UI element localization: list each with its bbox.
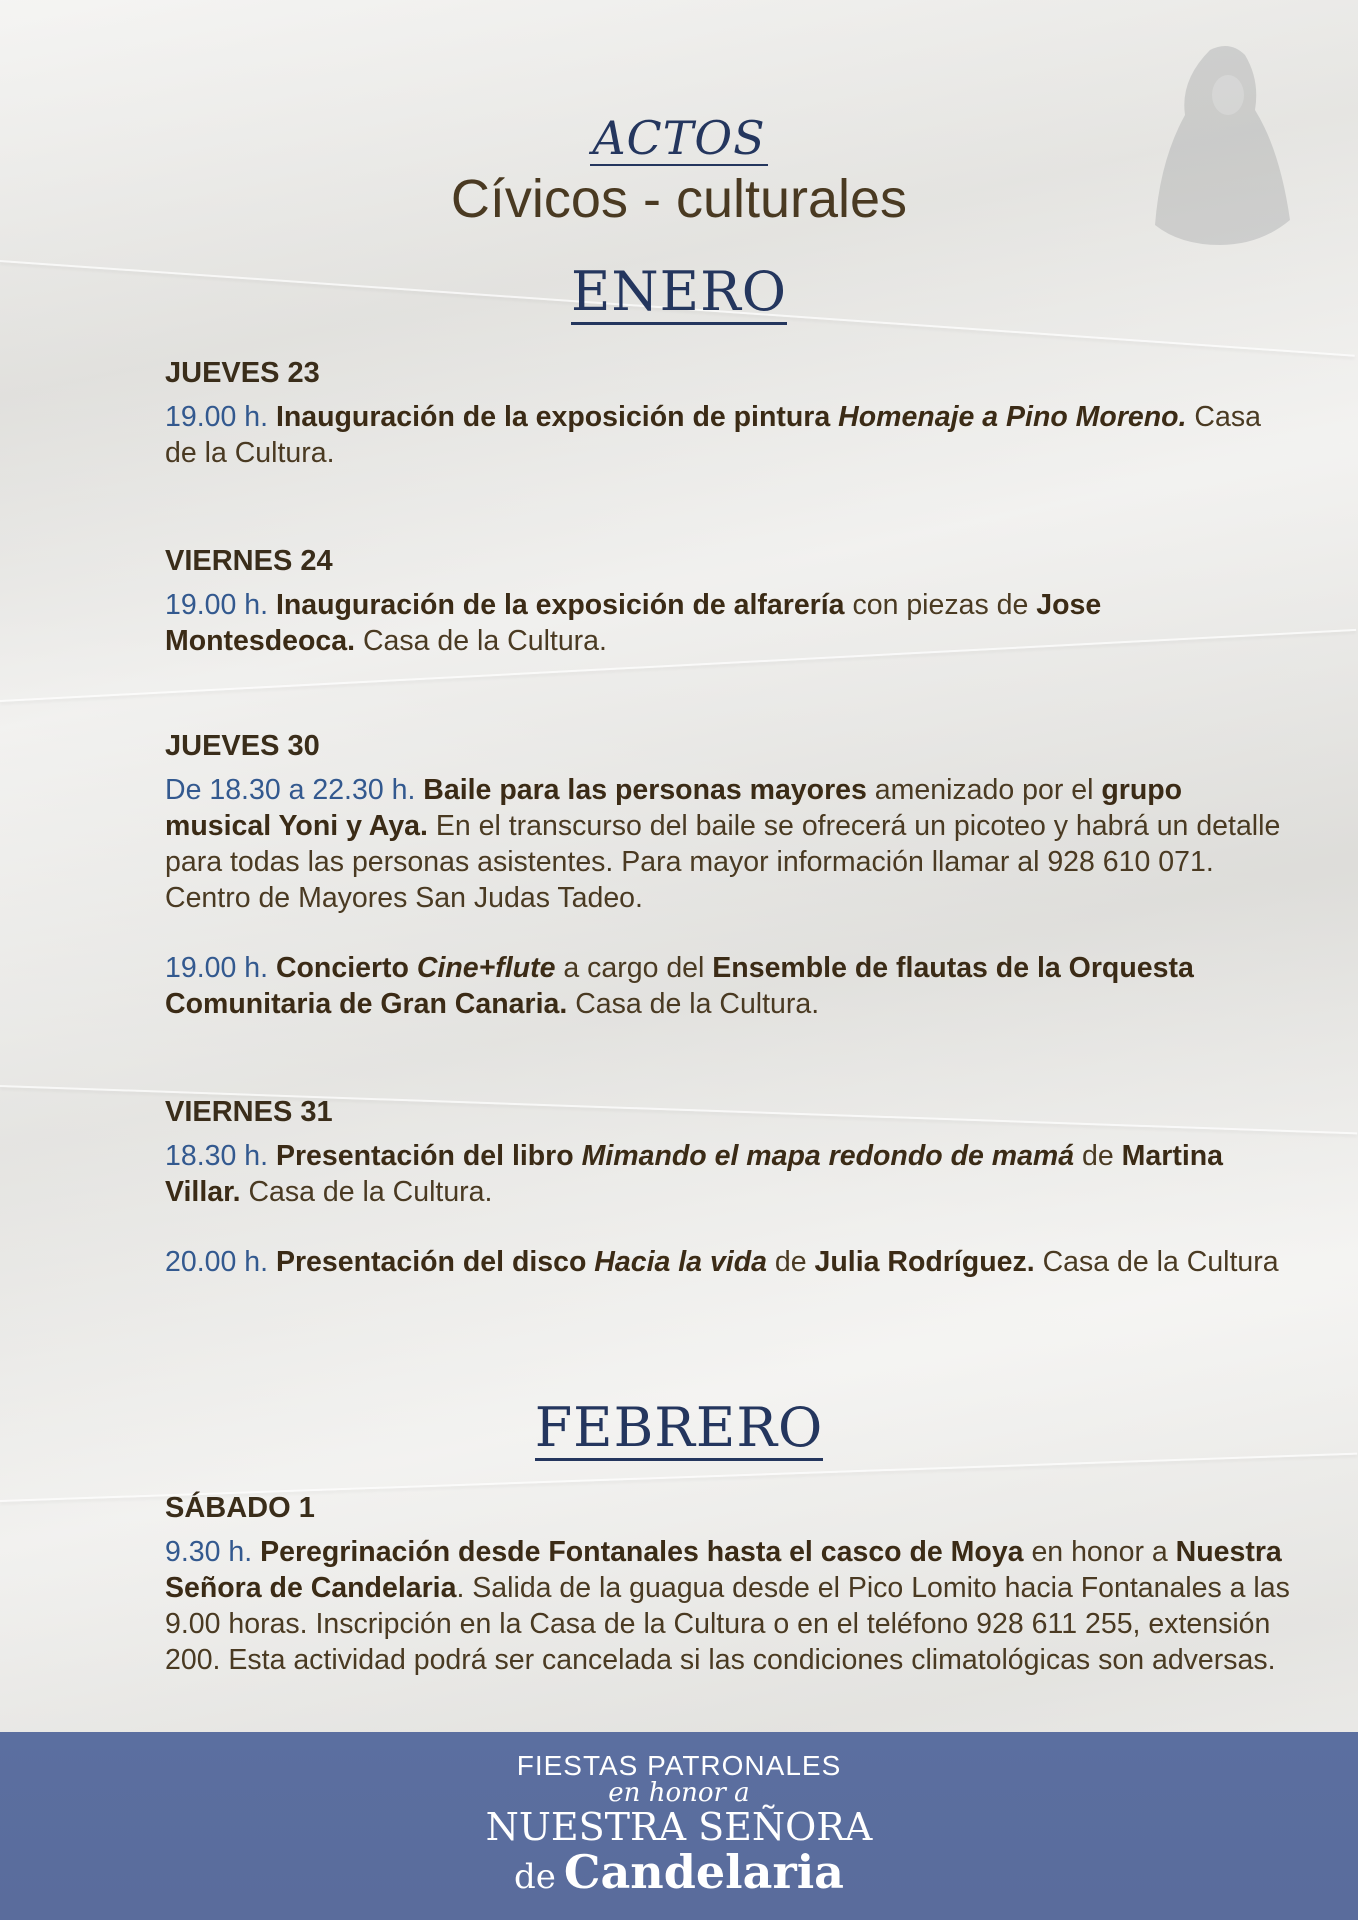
footer-line-senora: NUESTRA SEÑORA [485, 1805, 873, 1849]
day-block [165, 728, 1290, 1056]
event-text: de [766, 1246, 815, 1278]
event-highlight: Jose Montesdeoca. [165, 589, 1102, 657]
month-heading-febrero [0, 1398, 1358, 1461]
day-label: VIERNES 31 [165, 1096, 333, 1128]
event-time: 19.00 h. [165, 589, 276, 621]
actos-title: ACTOS [592, 111, 766, 165]
event-text: . Salida de la guagua desde el Pico Lomito hacia Fontanales a las 9.00 horas. Inscripción en la Casa de la Cultura o en el teléfono 928 611 255, extensión 200. Esta actividad podrá ser cancelada si las condiciones climatológicas son adversas. [165, 1572, 1290, 1676]
event-highlight: Mimando el mapa redondo de mamá [581, 1140, 1075, 1172]
footer-candelaria: Candelaria [563, 1845, 844, 1899]
event-highlight: Inauguración de la exposición de alfarería [275, 589, 845, 621]
event-highlight: grupo musical Yoni y Aya. [165, 774, 1183, 842]
event-highlight: Hacia la vida [594, 1246, 767, 1278]
event-highlight: Presentación del disco [275, 1246, 595, 1278]
event-highlight: Presentación del libro [275, 1140, 582, 1172]
page-subtitle: Cívicos - culturales [450, 169, 908, 229]
footer-de: de [514, 1857, 556, 1897]
event-highlight: Julia Rodríguez. [814, 1246, 1035, 1278]
event-text: a cargo del [555, 952, 713, 984]
event-entry [165, 587, 1290, 659]
event-text: en honor a [1023, 1536, 1176, 1568]
event-highlight: Peregrinación desde Fontanales hasta el casco de Moya [260, 1536, 1024, 1568]
day-label: SÁBADO 1 [165, 1492, 315, 1524]
footer-banner [0, 1732, 1358, 1920]
event-text: Casa de la Cultura. [165, 401, 1261, 469]
event-highlight: Homenaje a Pino Moreno. [838, 401, 1187, 433]
event-entry [165, 1244, 1290, 1280]
day-block [165, 1094, 1290, 1314]
month-title: FEBRERO [534, 1396, 824, 1459]
event-entry [165, 399, 1290, 471]
event-entry [165, 950, 1290, 1022]
event-time: 9.30 h. [165, 1536, 261, 1568]
footer-line-honor: en honor a [608, 1778, 750, 1808]
event-text: En el transcurso del baile se ofrecerá un picoteo y habrá un detalle para todas las personas asistentes. Para mayor información llamar al 928 610 071. Centro de Mayores San Judas Tadeo. [165, 810, 1281, 914]
event-highlight: Martina Villar. [165, 1140, 1224, 1208]
month-heading-enero [0, 262, 1358, 325]
day-label: VIERNES 24 [165, 545, 333, 577]
event-highlight: Inauguración de la exposición de pintura [275, 401, 839, 433]
event-text: Casa de la Cultura. [355, 625, 607, 657]
day-block [165, 543, 1290, 693]
day-block [165, 1490, 1290, 1712]
event-entry [165, 1138, 1290, 1210]
event-entry [165, 772, 1290, 916]
month-title: ENERO [570, 260, 788, 323]
event-time: 18.30 h. [165, 1140, 276, 1172]
event-text: Casa de la Cultura [1034, 1246, 1279, 1278]
event-time: 19.00 h. [165, 952, 276, 984]
event-highlight: Baile para las personas mayores [423, 774, 867, 806]
event-text: con piezas de [844, 589, 1037, 621]
event-text: de [1074, 1140, 1122, 1172]
event-highlight: Ensemble de flautas de la Orquesta Comunitaria de Gran Canaria. [165, 952, 1194, 1020]
day-label: JUEVES 30 [165, 730, 320, 762]
event-entry [165, 1534, 1290, 1678]
event-highlight: Nuestra Señora de Candelaria [165, 1536, 1282, 1604]
event-time: De 18.30 a 22.30 h. [165, 774, 424, 806]
event-text: Casa de la Cultura. [240, 1176, 493, 1208]
event-text: amenizado por el [866, 774, 1102, 806]
event-highlight: Concierto [275, 952, 417, 984]
footer-line-candelaria [0, 1845, 1358, 1907]
event-time: 19.00 h. [165, 401, 276, 433]
day-block [165, 355, 1290, 505]
page-header [0, 112, 1358, 230]
day-label: JUEVES 23 [165, 357, 320, 389]
footer-line-fiestas: FIESTAS PATRONALES [516, 1750, 842, 1781]
event-highlight: Cine+flute [416, 952, 556, 984]
event-time: 20.00 h. [165, 1246, 276, 1278]
event-text: Casa de la Cultura. [567, 988, 820, 1020]
